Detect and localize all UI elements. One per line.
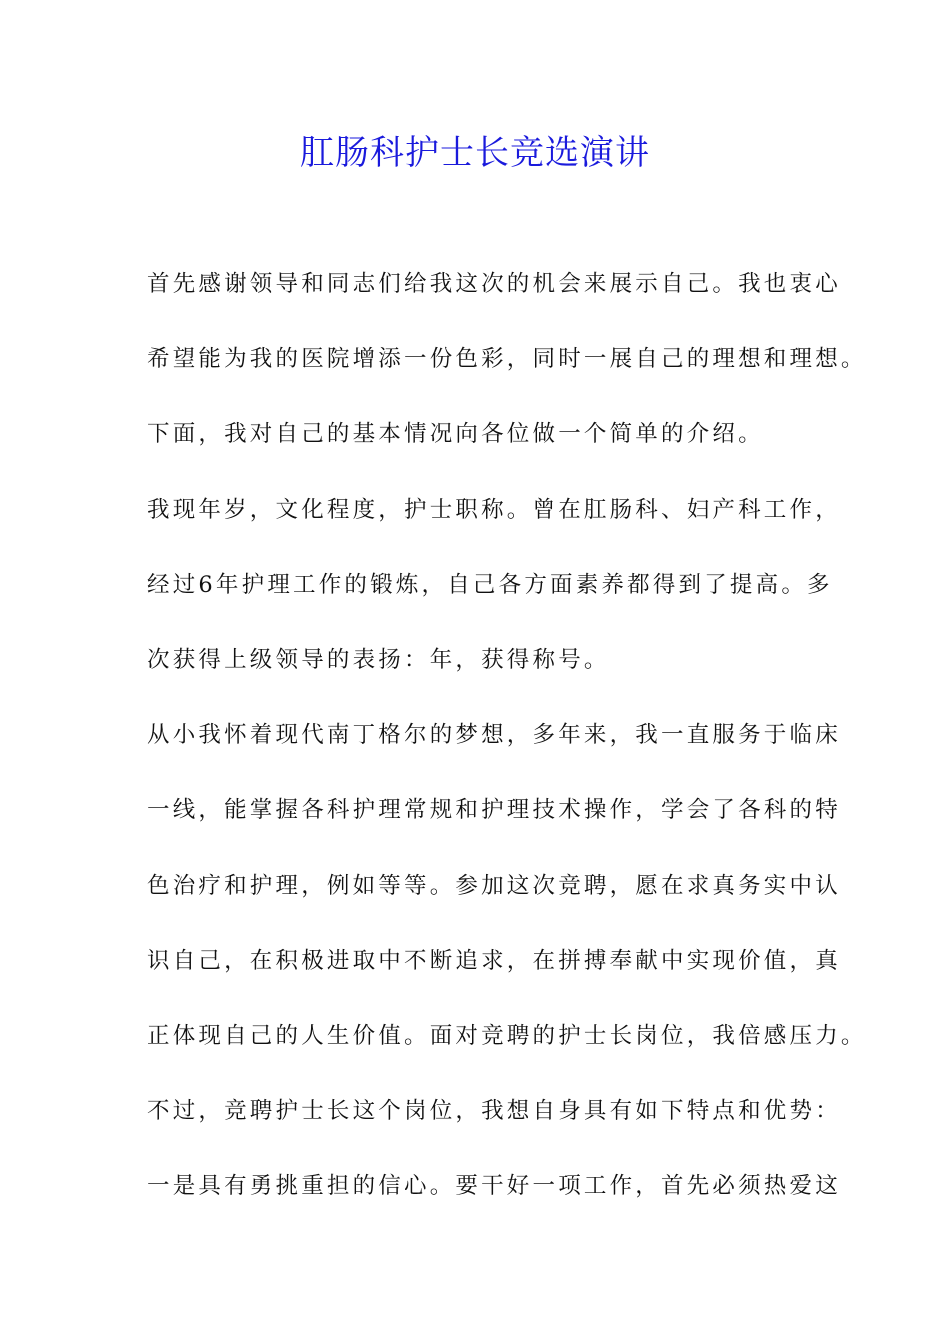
body-line: 识自己，在积极进取中不断追求，在拼搏奉献中实现价值，真: [147, 947, 841, 974]
body-line: 一线，能掌握各科护理常规和护理技术操作，学会了各科的特: [147, 797, 841, 824]
document-title: 肛肠科护士长竞选演讲: [300, 133, 650, 173]
body-line: 下面，我对自己的基本情况向各位做一个简单的介绍。: [147, 421, 764, 448]
body-line: 经过6年护理工作的锻炼，自己各方面素养都得到了提高。多: [147, 571, 833, 598]
body-line: 次获得上级领导的表扬：年，获得称号。: [147, 646, 610, 673]
body-line: 首先感谢领导和同志们给我这次的机会来展示自己。我也衷心: [147, 271, 841, 297]
body-line: 希望能为我的医院增添一份色彩，同时一展自己的理想和理想。: [147, 346, 867, 373]
body-line: 色治疗和护理，例如等等。参加这次竞聘，愿在求真务实中认: [147, 872, 841, 899]
body-line: 我现年岁，文化程度，护士职称。曾在肛肠科、妇产科工作，: [147, 496, 841, 523]
body-line: 一是具有勇挑重担的信心。要干好一项工作，首先必须热爱这: [147, 1173, 841, 1200]
body-line: 正体现自己的人生价值。面对竞聘的护士长岗位，我倍感压力。: [147, 1022, 867, 1049]
document-body: [147, 262, 867, 1239]
body-line: 从小我怀着现代南丁格尔的梦想，多年来，我一直服务于临床: [147, 722, 841, 749]
body-line: 不过，竞聘护士长这个岗位，我想自身具有如下特点和优势：: [147, 1098, 841, 1125]
